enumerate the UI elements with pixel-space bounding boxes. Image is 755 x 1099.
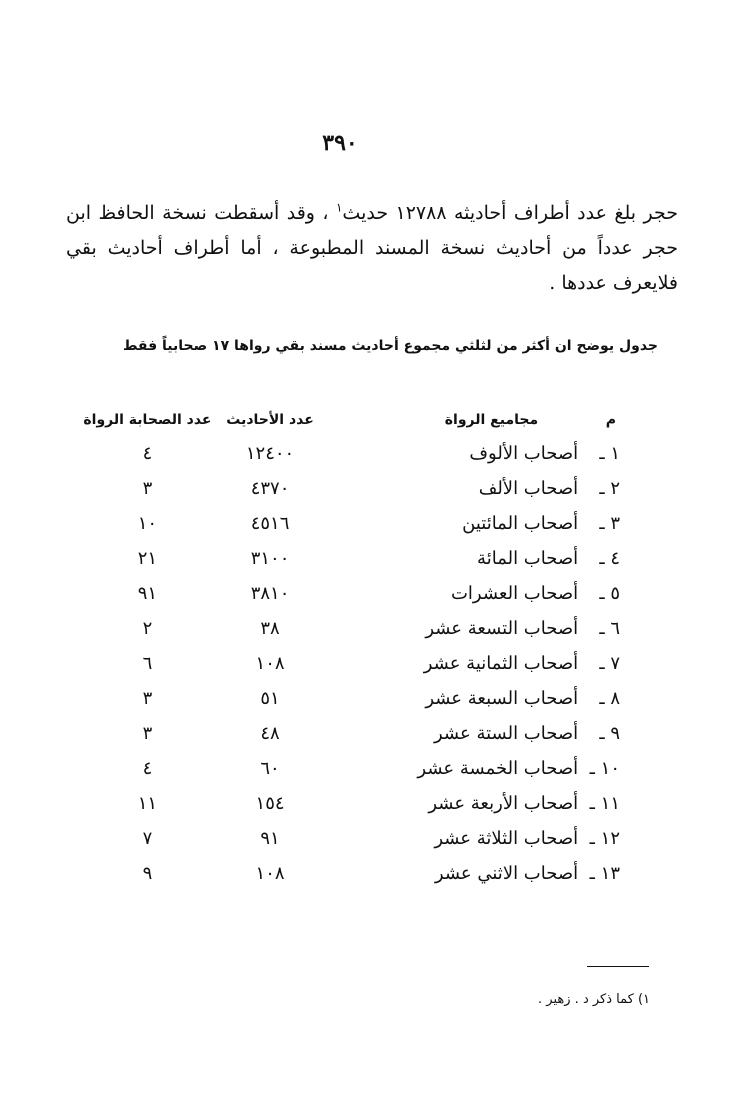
row-hadith-count: ٤٨ — [260, 723, 280, 744]
table-row — [80, 646, 620, 681]
paragraph-text-end: ، وقد أسقطت نسخة الحافظ ابن حجر عدداً من أحاديث نسخة المسند المطبوعة ، أما أطراف أحاديث بقي فلايعرف عددها . — [66, 202, 678, 294]
row-num: ١٣ ـ — [589, 863, 620, 884]
row-hadith-count: ١٥٤ — [255, 793, 285, 814]
row-hadith-count: ٦٠ — [260, 758, 280, 779]
narrators-table — [80, 404, 620, 891]
row-group: أصحاب التسعة عشر — [425, 618, 579, 639]
row-companions-count: ٢١ — [137, 548, 158, 569]
row-hadith-count: ٩١ — [260, 828, 280, 849]
row-companions-count: ٢ — [142, 618, 153, 639]
header-hadith-count: عدد الأحاديث — [226, 412, 314, 428]
row-companions-count: ٣ — [142, 478, 153, 499]
row-companions-count: ٤ — [142, 758, 153, 779]
row-num: ٦ ـ — [599, 618, 620, 639]
row-group: أصحاب المائتين — [462, 513, 579, 534]
row-hadith-count: ٣٨ — [260, 618, 280, 639]
row-group: أصحاب الاثني عشر — [434, 863, 579, 884]
table-row — [80, 506, 620, 541]
table-row — [80, 541, 620, 576]
row-companions-count: ١٠ — [137, 513, 158, 534]
table-row — [80, 611, 620, 646]
row-num: ١١ ـ — [589, 793, 620, 814]
row-hadith-count: ١٢٤٠٠ — [245, 443, 295, 464]
row-companions-count: ٤ — [142, 443, 153, 464]
header-companions-count: عدد الصحابة الرواة — [83, 412, 212, 428]
body-paragraph — [66, 196, 678, 301]
table-row — [80, 786, 620, 821]
table-row — [80, 471, 620, 506]
row-hadith-count: ٥١ — [260, 688, 280, 709]
row-hadith-count: ٤٥١٦ — [250, 513, 290, 534]
row-group: أصحاب الستة عشر — [434, 723, 579, 744]
footnote-reference[interactable]: ١ — [335, 200, 343, 215]
table-row — [80, 856, 620, 891]
table-row — [80, 821, 620, 856]
row-group: أصحاب الخمسة عشر — [417, 758, 579, 779]
row-group: أصحاب المائة — [477, 548, 579, 569]
row-companions-count: ١١ — [137, 793, 158, 814]
row-num: ٣ ـ — [599, 513, 620, 534]
row-companions-count: ٦ — [142, 653, 153, 674]
row-num: ١ ـ — [599, 443, 620, 464]
row-companions-count: ٩١ — [137, 583, 158, 604]
table-row — [80, 716, 620, 751]
row-num: ١٢ ـ — [589, 828, 620, 849]
row-num: ٤ ـ — [599, 548, 620, 569]
row-num: ٢ ـ — [599, 478, 620, 499]
row-companions-count: ٩ — [142, 863, 153, 884]
row-hadith-count: ٤٣٧٠ — [250, 478, 290, 499]
row-num: ٥ ـ — [599, 583, 620, 604]
row-group: أصحاب العشرات — [450, 583, 579, 604]
paragraph-text-start: حجر بلغ عدد أطراف أحاديثه ١٢٧٨٨ حديث — [342, 202, 678, 224]
row-hadith-count: ٣١٠٠ — [250, 548, 290, 569]
row-group: أصحاب الثلاثة عشر — [434, 828, 579, 849]
table-header-row — [80, 404, 620, 436]
row-num: ٧ ـ — [599, 653, 620, 674]
page-number: ٣٩٠ — [322, 130, 358, 156]
row-group: أصحاب الألف — [478, 478, 579, 499]
header-num: م — [605, 412, 616, 428]
footnote-divider — [587, 966, 649, 967]
table-caption: جدول يوضح ان أكثر من لثلثي مجموع أحاديث مسند بقي رواها ١٧ صحابياً فقط — [122, 338, 658, 354]
row-group: أصحاب الأربعة عشر — [428, 793, 579, 814]
row-group: أصحاب الألوف — [469, 443, 579, 464]
table-row — [80, 576, 620, 611]
row-companions-count: ٣ — [142, 688, 153, 709]
row-num: ٩ ـ — [599, 723, 620, 744]
row-hadith-count: ١٠٨ — [255, 653, 285, 674]
row-num: ٨ ـ — [599, 688, 620, 709]
row-companions-count: ٧ — [142, 828, 153, 849]
row-companions-count: ٣ — [142, 723, 153, 744]
row-hadith-count: ٣٨١٠ — [250, 583, 290, 604]
table-row — [80, 681, 620, 716]
row-group: أصحاب الثمانية عشر — [423, 653, 579, 674]
row-hadith-count: ١٠٨ — [255, 863, 285, 884]
header-group: مجاميع الرواة — [444, 412, 539, 428]
table-row — [80, 751, 620, 786]
table-row — [80, 436, 620, 471]
row-num: ١٠ ـ — [589, 758, 620, 779]
row-group: أصحاب السبعة عشر — [425, 688, 579, 709]
footnote-text: ١) كما ذكر د . زهير . — [538, 992, 650, 1007]
